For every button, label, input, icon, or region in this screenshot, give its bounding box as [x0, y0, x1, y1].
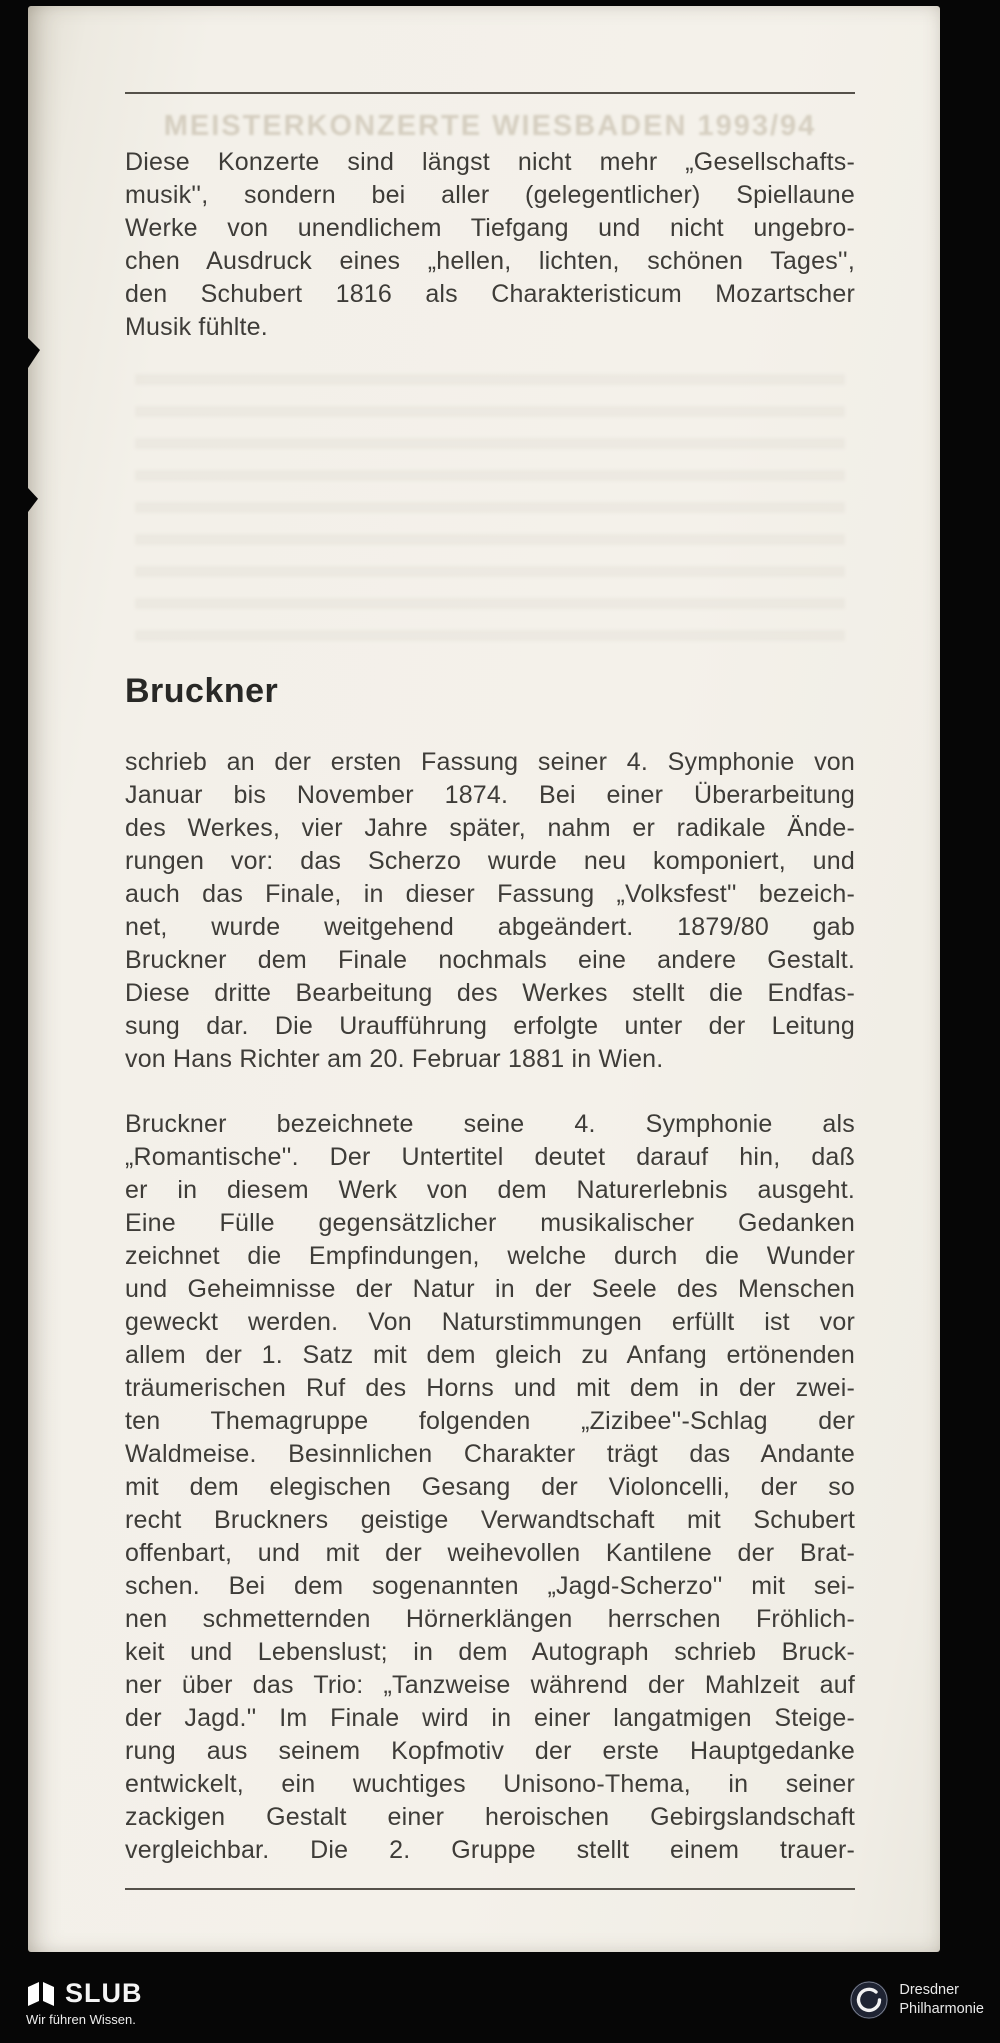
- scan-footer: [0, 1952, 1000, 2043]
- bottom-rule: [125, 1888, 855, 1890]
- text-line: sung dar. Die Uraufführung erfolgte unter der Leitung: [125, 1012, 855, 1040]
- slub-book-icon: [26, 1979, 56, 2009]
- text-line: ner über das Trio: „Tanzweise während der Mahlzeit auf: [125, 1671, 855, 1699]
- philharmonie-circle-icon: [849, 1980, 889, 2020]
- text-line: auch das Finale, in dieser Fassung „Volksfest'' bezeich-: [125, 880, 855, 908]
- text-line: Diese Konzerte sind längst nicht mehr „Gesellschafts-: [125, 148, 855, 176]
- text-line: der Jagd.'' Im Finale wird in einer langatmigen Steige-: [125, 1704, 855, 1732]
- text-line: Waldmeise. Besinnlichen Charakter trägt das Andante: [125, 1440, 855, 1468]
- text-line: schrieb an der ersten Fassung seiner 4. Symphonie von: [125, 748, 855, 776]
- text-line: Januar bis November 1874. Bei einer Überarbeitung: [125, 781, 855, 809]
- text-line: keit und Lebenslust; in dem Autograph schrieb Bruck-: [125, 1638, 855, 1666]
- text-line: rung aus seinem Kopfmotiv der erste Hauptgedanke: [125, 1737, 855, 1765]
- text-line: musik'', sondern bei aller (gelegentlicher) Spiellaune: [125, 181, 855, 209]
- page-edge-sliver: [10, 16, 21, 1912]
- text-line: entwickelt, ein wuchtiges Unisono-Thema, in seiner: [125, 1770, 855, 1798]
- text-line: von Hans Richter am 20. Februar 1881 in Wien.: [125, 1045, 664, 1073]
- philharmonie-logo: [849, 1980, 984, 2020]
- program-booklet-page: [28, 6, 940, 1952]
- text-line: Diese dritte Bearbeitung des Werkes stellt die Endfas-: [125, 979, 855, 1007]
- text-line: Musik fühlte.: [125, 313, 268, 341]
- text-line: schen. Bei dem sogenannten „Jagd-Scherzo'' mit sei-: [125, 1572, 855, 1600]
- top-rule: [125, 92, 855, 94]
- text-line: rungen vor: das Scherzo wurde neu komponiert, und: [125, 847, 855, 875]
- slub-wordmark: SLUB: [65, 1978, 143, 2008]
- paragraph-fassung-history: [125, 746, 855, 1076]
- text-line: ten Themagruppe folgenden „Zizibee''-Schlag der: [125, 1407, 855, 1435]
- slub-logo: [26, 1978, 143, 2027]
- text-line: träumerischen Ruf des Horns und mit dem in der zwei-: [125, 1374, 855, 1402]
- text-line: chen Ausdruck eines „hellen, lichten, schönen Tages'',: [125, 247, 855, 275]
- philharmonie-name-line1: Dresdner: [899, 1982, 959, 1999]
- text-line: „Romantische''. Der Untertitel deutet darauf hin, daß: [125, 1143, 855, 1171]
- text-line: offenbart, und mit der weihevollen Kantilene der Brat-: [125, 1539, 855, 1567]
- text-line: er in diesem Werk von dem Naturerlebnis ausgeht.: [125, 1176, 855, 1204]
- philharmonie-name-line2: Philharmonie: [899, 2001, 984, 2017]
- text-line: Bruckner dem Finale nochmals eine andere Gestalt.: [125, 946, 855, 974]
- text-line: Bruckner bezeichnete seine 4. Symphonie als: [125, 1110, 855, 1138]
- text-line: geweckt werden. Von Naturstimmungen erfüllt ist vor: [125, 1308, 855, 1336]
- text-line: mit dem elegischen Gesang der Violoncelli, der so: [125, 1473, 855, 1501]
- text-line: Eine Fülle gegensätzlicher musikalischer Gedanken: [125, 1209, 855, 1237]
- text-line: vergleichbar. Die 2. Gruppe stellt einem trauer-: [125, 1836, 855, 1864]
- paragraph-romantische: [125, 1108, 855, 1867]
- text-line: und Geheimnisse der Natur in der Seele des Menschen: [125, 1275, 855, 1303]
- text-line: nen schmetternden Hörnerklängen herrschen Fröhlich-: [125, 1605, 855, 1633]
- slub-tagline: Wir führen Wissen.: [26, 2012, 136, 2027]
- text-line: net, wurde weitgehend abgeändert. 1879/80 gab: [125, 913, 855, 941]
- philharmonie-name: [899, 1981, 984, 2019]
- text-line: des Werkes, vier Jahre später, nahm er radikale Ände-: [125, 814, 855, 842]
- text-line: Werke von unendlichem Tiefgang und nicht ungebro-: [125, 214, 855, 242]
- text-line: recht Bruckners geistige Verwandtschaft mit Schubert: [125, 1506, 855, 1534]
- text-line: allem der 1. Satz mit dem gleich zu Anfang ertönenden: [125, 1341, 855, 1369]
- text-line: zackigen Gestalt einer heroischen Gebirgslandschaft: [125, 1803, 855, 1831]
- ghost-bleedthrough-heading: MEISTERKONZERTE WIESBADEN 1993/94: [163, 110, 817, 142]
- slub-logo-row: [26, 1978, 143, 2009]
- intro-paragraph: [125, 146, 855, 344]
- text-line: den Schubert 1816 als Charakteristicum Mozartscher: [125, 280, 855, 308]
- ghost-bleedthrough-lines: [135, 374, 845, 650]
- section-heading-bruckner: Bruckner: [125, 672, 279, 710]
- text-line: zeichnet die Empfindungen, welche durch die Wunder: [125, 1242, 855, 1270]
